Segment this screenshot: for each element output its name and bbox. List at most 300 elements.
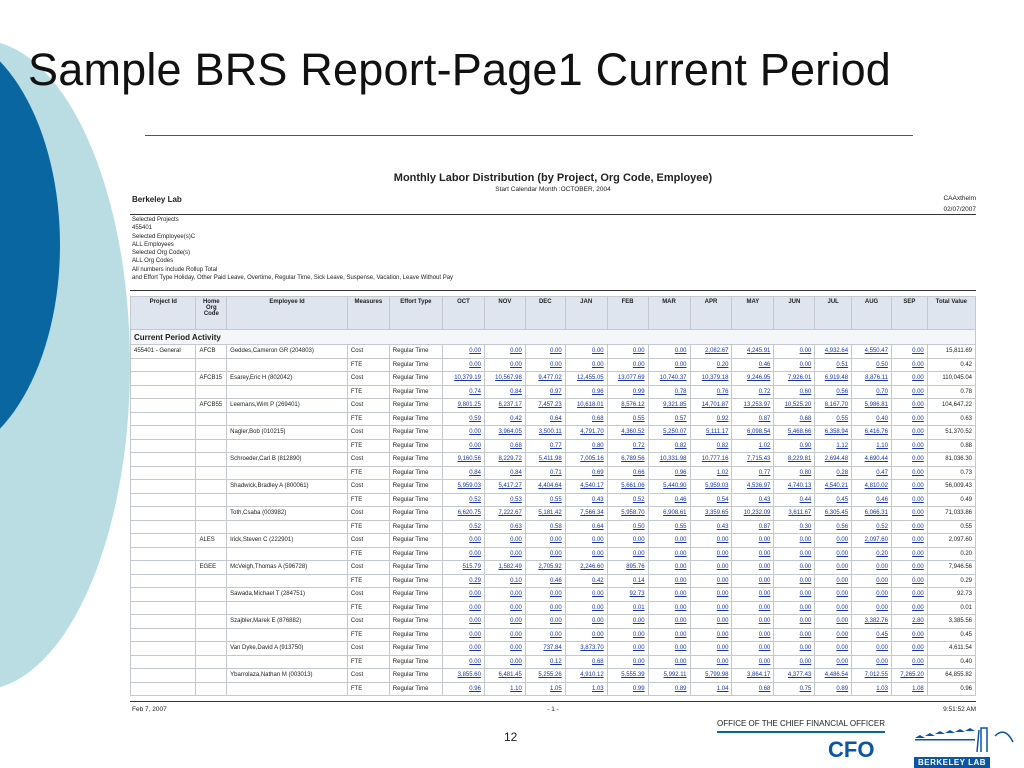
month-value-cell[interactable]: 5,411.98 xyxy=(525,453,565,467)
month-value-cell[interactable]: 0.00 xyxy=(484,628,525,642)
month-value-cell[interactable]: 2,694.48 xyxy=(815,453,852,467)
month-value-cell[interactable]: 0.50 xyxy=(852,358,892,372)
month-value-cell[interactable]: 0.43 xyxy=(732,493,774,507)
month-value-cell[interactable]: 0.00 xyxy=(525,601,565,615)
month-value-cell[interactable]: 14,701.87 xyxy=(690,399,732,413)
month-value-cell[interactable]: 0.72 xyxy=(607,439,648,453)
month-value-cell[interactable]: 12,455.05 xyxy=(565,372,607,386)
month-value-cell[interactable]: 0.00 xyxy=(891,507,927,521)
month-value-cell[interactable]: 1.03 xyxy=(852,682,892,696)
month-value-cell[interactable]: 0.75 xyxy=(774,682,815,696)
month-value-cell[interactable]: 4,536.97 xyxy=(732,480,774,494)
month-value-cell[interactable]: 0.00 xyxy=(774,574,815,588)
month-value-cell[interactable]: 0.00 xyxy=(525,358,565,372)
month-value-cell[interactable]: 0.52 xyxy=(442,493,484,507)
month-value-cell[interactable]: 0.00 xyxy=(774,628,815,642)
month-value-cell[interactable]: 3,611.67 xyxy=(774,507,815,521)
month-value-cell[interactable]: 0.66 xyxy=(607,466,648,480)
month-value-cell[interactable]: 0.68 xyxy=(484,439,525,453)
month-value-cell[interactable]: 9,477.02 xyxy=(525,372,565,386)
month-value-cell[interactable]: 5,959.03 xyxy=(690,480,732,494)
month-value-cell[interactable]: 0.46 xyxy=(648,493,690,507)
month-value-cell[interactable]: 0.92 xyxy=(690,412,732,426)
month-value-cell[interactable]: 0.00 xyxy=(891,601,927,615)
month-value-cell[interactable]: 0.00 xyxy=(607,358,648,372)
month-value-cell[interactable]: 0.00 xyxy=(442,588,484,602)
month-value-cell[interactable]: 4,932.64 xyxy=(815,345,852,359)
month-value-cell[interactable]: 0.00 xyxy=(442,439,484,453)
month-value-cell[interactable]: 9,160.56 xyxy=(442,453,484,467)
month-value-cell[interactable]: 3,500.11 xyxy=(525,426,565,440)
month-value-cell[interactable]: 8,576.12 xyxy=(607,399,648,413)
month-value-cell[interactable]: 0.68 xyxy=(774,412,815,426)
month-value-cell[interactable]: 7,457.23 xyxy=(525,399,565,413)
month-value-cell[interactable]: 0.00 xyxy=(891,561,927,575)
month-value-cell[interactable]: 0.52 xyxy=(442,520,484,534)
month-value-cell[interactable]: 0.84 xyxy=(442,466,484,480)
month-value-cell[interactable]: 515.79 xyxy=(442,561,484,575)
month-value-cell[interactable]: 0.52 xyxy=(607,493,648,507)
month-value-cell[interactable]: 6,305.45 xyxy=(815,507,852,521)
month-value-cell[interactable]: 6,481.45 xyxy=(484,669,525,683)
month-value-cell[interactable]: 0.00 xyxy=(648,628,690,642)
month-value-cell[interactable]: 0.00 xyxy=(442,642,484,656)
month-value-cell[interactable]: 10,379.19 xyxy=(442,372,484,386)
month-value-cell[interactable]: 0.00 xyxy=(565,358,607,372)
month-value-cell[interactable]: 0.00 xyxy=(565,547,607,561)
month-value-cell[interactable]: 0.00 xyxy=(690,561,732,575)
month-value-cell[interactable]: 0.00 xyxy=(648,547,690,561)
month-value-cell[interactable]: 0.00 xyxy=(774,601,815,615)
month-value-cell[interactable]: 0.00 xyxy=(565,601,607,615)
month-value-cell[interactable]: 1.08 xyxy=(891,682,927,696)
month-value-cell[interactable]: 0.99 xyxy=(607,385,648,399)
month-value-cell[interactable]: 0.00 xyxy=(815,561,852,575)
month-value-cell[interactable]: 0.28 xyxy=(815,466,852,480)
month-value-cell[interactable]: 0.00 xyxy=(648,345,690,359)
month-value-cell[interactable]: 1.02 xyxy=(732,439,774,453)
month-value-cell[interactable]: 6,416.76 xyxy=(852,426,892,440)
month-value-cell[interactable]: 0.00 xyxy=(852,561,892,575)
month-value-cell[interactable]: 0.74 xyxy=(442,385,484,399)
month-value-cell[interactable]: 13,253.97 xyxy=(732,399,774,413)
month-value-cell[interactable]: 4,486.54 xyxy=(815,669,852,683)
month-value-cell[interactable]: 0.97 xyxy=(525,385,565,399)
month-value-cell[interactable]: 0.90 xyxy=(774,439,815,453)
month-value-cell[interactable]: 8,167.70 xyxy=(815,399,852,413)
month-value-cell[interactable]: 0.68 xyxy=(565,655,607,669)
month-value-cell[interactable]: 0.00 xyxy=(607,628,648,642)
month-value-cell[interactable]: 0.00 xyxy=(690,534,732,548)
month-value-cell[interactable]: 0.00 xyxy=(484,615,525,629)
month-value-cell[interactable]: 7,005.16 xyxy=(565,453,607,467)
month-value-cell[interactable]: 0.00 xyxy=(815,547,852,561)
month-value-cell[interactable]: 0.00 xyxy=(648,358,690,372)
month-value-cell[interactable]: 10,525.20 xyxy=(774,399,815,413)
month-value-cell[interactable]: 5,959.03 xyxy=(442,480,484,494)
month-value-cell[interactable]: 9,321.85 xyxy=(648,399,690,413)
month-value-cell[interactable]: 5,417.27 xyxy=(484,480,525,494)
month-value-cell[interactable]: 0.64 xyxy=(565,520,607,534)
month-value-cell[interactable]: 1.10 xyxy=(484,682,525,696)
month-value-cell[interactable]: 0.00 xyxy=(891,466,927,480)
month-value-cell[interactable]: 0.00 xyxy=(484,655,525,669)
month-value-cell[interactable]: 6,066.31 xyxy=(852,507,892,521)
month-value-cell[interactable]: 0.00 xyxy=(525,588,565,602)
month-value-cell[interactable]: 0.00 xyxy=(774,655,815,669)
month-value-cell[interactable]: 0.00 xyxy=(815,588,852,602)
month-value-cell[interactable]: 0.60 xyxy=(774,385,815,399)
month-value-cell[interactable]: 6,908.61 xyxy=(648,507,690,521)
month-value-cell[interactable]: 0.71 xyxy=(525,466,565,480)
month-value-cell[interactable]: 1.05 xyxy=(525,682,565,696)
month-value-cell[interactable]: 0.00 xyxy=(690,642,732,656)
month-value-cell[interactable]: 0.00 xyxy=(648,615,690,629)
month-value-cell[interactable]: 0.43 xyxy=(565,493,607,507)
month-value-cell[interactable]: 0.00 xyxy=(442,547,484,561)
month-value-cell[interactable]: 0.00 xyxy=(565,534,607,548)
month-value-cell[interactable]: 0.00 xyxy=(732,615,774,629)
month-value-cell[interactable]: 5,555.39 xyxy=(607,669,648,683)
month-value-cell[interactable]: 4,540.17 xyxy=(565,480,607,494)
month-value-cell[interactable]: 7,265.20 xyxy=(891,669,927,683)
month-value-cell[interactable]: 0.77 xyxy=(732,466,774,480)
month-value-cell[interactable]: 0.00 xyxy=(484,358,525,372)
month-value-cell[interactable]: 0.84 xyxy=(484,466,525,480)
month-value-cell[interactable]: 0.00 xyxy=(815,601,852,615)
month-value-cell[interactable]: 0.00 xyxy=(607,547,648,561)
month-value-cell[interactable]: 0.44 xyxy=(774,493,815,507)
month-value-cell[interactable]: 0.68 xyxy=(565,412,607,426)
month-value-cell[interactable]: 4,791.70 xyxy=(565,426,607,440)
month-value-cell[interactable]: 5,992.11 xyxy=(648,669,690,683)
month-value-cell[interactable]: 0.00 xyxy=(442,628,484,642)
month-value-cell[interactable]: 10,331.98 xyxy=(648,453,690,467)
month-value-cell[interactable]: 0.00 xyxy=(648,655,690,669)
month-value-cell[interactable]: 0.00 xyxy=(732,655,774,669)
month-value-cell[interactable]: 0.00 xyxy=(648,534,690,548)
month-value-cell[interactable]: 5,799.98 xyxy=(690,669,732,683)
month-value-cell[interactable]: 0.00 xyxy=(852,655,892,669)
month-value-cell[interactable]: 0.00 xyxy=(774,615,815,629)
month-value-cell[interactable]: 6,620.75 xyxy=(442,507,484,521)
month-value-cell[interactable]: 0.00 xyxy=(525,628,565,642)
month-value-cell[interactable]: 0.82 xyxy=(648,439,690,453)
month-value-cell[interactable]: 9,801.25 xyxy=(442,399,484,413)
month-value-cell[interactable]: 0.63 xyxy=(484,520,525,534)
month-value-cell[interactable]: 5,468.66 xyxy=(774,426,815,440)
month-value-cell[interactable]: 0.40 xyxy=(852,412,892,426)
month-value-cell[interactable]: 0.00 xyxy=(852,574,892,588)
month-value-cell[interactable]: 0.00 xyxy=(732,628,774,642)
month-value-cell[interactable]: 1.03 xyxy=(565,682,607,696)
month-value-cell[interactable]: 8,229.81 xyxy=(774,453,815,467)
month-value-cell[interactable]: 4,550.47 xyxy=(852,345,892,359)
month-value-cell[interactable]: 0.00 xyxy=(690,628,732,642)
month-value-cell[interactable]: 10,740.37 xyxy=(648,372,690,386)
month-value-cell[interactable]: 0.59 xyxy=(442,412,484,426)
month-value-cell[interactable]: 0.82 xyxy=(690,439,732,453)
month-value-cell[interactable]: 0.00 xyxy=(525,345,565,359)
month-value-cell[interactable]: 5,111.17 xyxy=(690,426,732,440)
month-value-cell[interactable]: 10,618.01 xyxy=(565,399,607,413)
month-value-cell[interactable]: 0.00 xyxy=(484,588,525,602)
month-value-cell[interactable]: 0.89 xyxy=(648,682,690,696)
month-value-cell[interactable]: 7,715.43 xyxy=(732,453,774,467)
month-value-cell[interactable]: 0.46 xyxy=(525,574,565,588)
month-value-cell[interactable]: 0.84 xyxy=(484,385,525,399)
month-value-cell[interactable]: 0.00 xyxy=(891,412,927,426)
month-value-cell[interactable]: 0.14 xyxy=(607,574,648,588)
month-value-cell[interactable]: 7,012.55 xyxy=(852,669,892,683)
month-value-cell[interactable]: 0.00 xyxy=(891,453,927,467)
month-value-cell[interactable]: 0.20 xyxy=(852,547,892,561)
month-value-cell[interactable]: 5,986.81 xyxy=(852,399,892,413)
month-value-cell[interactable]: 7,222.67 xyxy=(484,507,525,521)
month-value-cell[interactable]: 0.52 xyxy=(852,520,892,534)
month-value-cell[interactable]: 0.00 xyxy=(690,615,732,629)
month-value-cell[interactable]: 6,919.48 xyxy=(815,372,852,386)
month-value-cell[interactable]: 0.00 xyxy=(442,358,484,372)
month-value-cell[interactable]: 4,810.02 xyxy=(852,480,892,494)
month-value-cell[interactable]: 0.00 xyxy=(774,547,815,561)
month-value-cell[interactable]: 4,245.91 xyxy=(732,345,774,359)
month-value-cell[interactable]: 0.45 xyxy=(815,493,852,507)
month-value-cell[interactable]: 0.00 xyxy=(774,345,815,359)
month-value-cell[interactable]: 8,876.11 xyxy=(852,372,892,386)
month-value-cell[interactable]: 2,082.67 xyxy=(690,345,732,359)
month-value-cell[interactable]: 0.00 xyxy=(565,628,607,642)
month-value-cell[interactable]: 0.64 xyxy=(525,412,565,426)
month-value-cell[interactable]: 5,250.07 xyxy=(648,426,690,440)
month-value-cell[interactable]: 0.00 xyxy=(852,642,892,656)
month-value-cell[interactable]: 0.00 xyxy=(891,642,927,656)
month-value-cell[interactable]: 10,232.09 xyxy=(732,507,774,521)
month-value-cell[interactable]: 0.00 xyxy=(891,493,927,507)
month-value-cell[interactable]: 0.80 xyxy=(774,466,815,480)
month-value-cell[interactable]: 0.00 xyxy=(774,358,815,372)
month-value-cell[interactable]: 0.58 xyxy=(525,520,565,534)
month-value-cell[interactable]: 4,740.13 xyxy=(774,480,815,494)
month-value-cell[interactable]: 0.78 xyxy=(648,385,690,399)
month-value-cell[interactable]: 0.89 xyxy=(815,682,852,696)
month-value-cell[interactable]: 4,690.44 xyxy=(852,453,892,467)
month-value-cell[interactable]: 0.00 xyxy=(484,547,525,561)
month-value-cell[interactable]: 0.00 xyxy=(442,345,484,359)
month-value-cell[interactable]: 0.00 xyxy=(891,574,927,588)
month-value-cell[interactable]: 0.00 xyxy=(442,601,484,615)
month-value-cell[interactable]: 0.68 xyxy=(732,682,774,696)
month-value-cell[interactable]: 4,360.52 xyxy=(607,426,648,440)
month-value-cell[interactable]: 5,440.90 xyxy=(648,480,690,494)
month-value-cell[interactable]: 0.45 xyxy=(852,628,892,642)
month-value-cell[interactable]: 0.20 xyxy=(690,358,732,372)
month-value-cell[interactable]: 0.00 xyxy=(442,615,484,629)
month-value-cell[interactable]: 0.00 xyxy=(565,615,607,629)
month-value-cell[interactable]: 0.70 xyxy=(852,385,892,399)
month-value-cell[interactable]: 0.00 xyxy=(891,534,927,548)
month-value-cell[interactable]: 0.56 xyxy=(815,520,852,534)
month-value-cell[interactable]: 0.00 xyxy=(648,601,690,615)
month-value-cell[interactable]: 0.30 xyxy=(774,520,815,534)
month-value-cell[interactable]: 4,540.21 xyxy=(815,480,852,494)
month-value-cell[interactable]: 0.96 xyxy=(442,682,484,696)
month-value-cell[interactable]: 0.55 xyxy=(525,493,565,507)
month-value-cell[interactable]: 7,926.01 xyxy=(774,372,815,386)
month-value-cell[interactable]: 0.00 xyxy=(774,561,815,575)
month-value-cell[interactable]: 1.04 xyxy=(690,682,732,696)
month-value-cell[interactable]: 1.10 xyxy=(852,439,892,453)
month-value-cell[interactable]: 0.10 xyxy=(484,574,525,588)
month-value-cell[interactable]: 0.00 xyxy=(690,655,732,669)
month-value-cell[interactable]: 6,237.17 xyxy=(484,399,525,413)
month-value-cell[interactable]: 7,566.34 xyxy=(565,507,607,521)
month-value-cell[interactable]: 0.00 xyxy=(607,615,648,629)
month-value-cell[interactable]: 0.00 xyxy=(732,642,774,656)
month-value-cell[interactable]: 3,855.60 xyxy=(442,669,484,683)
month-value-cell[interactable]: 10,567.98 xyxy=(484,372,525,386)
month-value-cell[interactable]: 0.00 xyxy=(815,628,852,642)
month-value-cell[interactable]: 0.51 xyxy=(815,358,852,372)
month-value-cell[interactable]: 0.00 xyxy=(891,439,927,453)
month-value-cell[interactable]: 8,229.72 xyxy=(484,453,525,467)
month-value-cell[interactable]: 0.00 xyxy=(891,345,927,359)
month-value-cell[interactable]: 2,246.60 xyxy=(565,561,607,575)
month-value-cell[interactable]: 0.00 xyxy=(852,601,892,615)
month-value-cell[interactable]: 6,358.94 xyxy=(815,426,852,440)
month-value-cell[interactable]: 0.00 xyxy=(732,547,774,561)
month-value-cell[interactable]: 0.96 xyxy=(565,385,607,399)
month-value-cell[interactable]: 0.54 xyxy=(690,493,732,507)
month-value-cell[interactable]: 2,097.60 xyxy=(852,534,892,548)
month-value-cell[interactable]: 0.12 xyxy=(525,655,565,669)
month-value-cell[interactable]: 0.42 xyxy=(484,412,525,426)
month-value-cell[interactable]: 0.00 xyxy=(891,480,927,494)
month-value-cell[interactable]: 1,582.49 xyxy=(484,561,525,575)
month-value-cell[interactable]: 13,077.69 xyxy=(607,372,648,386)
month-value-cell[interactable]: 0.56 xyxy=(815,385,852,399)
month-value-cell[interactable]: 4,377.43 xyxy=(774,669,815,683)
month-value-cell[interactable]: 0.00 xyxy=(891,372,927,386)
month-value-cell[interactable]: 0.00 xyxy=(732,574,774,588)
month-value-cell[interactable]: 0.01 xyxy=(607,601,648,615)
month-value-cell[interactable]: 1.02 xyxy=(690,466,732,480)
month-value-cell[interactable]: 0.00 xyxy=(525,615,565,629)
month-value-cell[interactable]: 0.00 xyxy=(815,574,852,588)
month-value-cell[interactable]: 0.00 xyxy=(891,426,927,440)
month-value-cell[interactable]: 0.42 xyxy=(565,574,607,588)
month-value-cell[interactable]: 0.00 xyxy=(607,655,648,669)
month-value-cell[interactable]: 2.80 xyxy=(891,615,927,629)
month-value-cell[interactable]: 3,382.76 xyxy=(852,615,892,629)
month-value-cell[interactable]: 0.00 xyxy=(891,588,927,602)
month-value-cell[interactable]: 0.87 xyxy=(732,520,774,534)
month-value-cell[interactable]: 0.00 xyxy=(774,642,815,656)
month-value-cell[interactable]: 0.72 xyxy=(732,385,774,399)
month-value-cell[interactable]: 0.00 xyxy=(442,534,484,548)
month-value-cell[interactable]: 0.00 xyxy=(690,588,732,602)
month-value-cell[interactable]: 0.29 xyxy=(442,574,484,588)
month-value-cell[interactable]: 0.46 xyxy=(852,493,892,507)
month-value-cell[interactable]: 0.00 xyxy=(484,534,525,548)
month-value-cell[interactable]: 0.00 xyxy=(525,547,565,561)
month-value-cell[interactable]: 2,705.92 xyxy=(525,561,565,575)
month-value-cell[interactable]: 92.73 xyxy=(607,588,648,602)
month-value-cell[interactable]: 0.00 xyxy=(648,561,690,575)
month-value-cell[interactable]: 3,359.65 xyxy=(690,507,732,521)
month-value-cell[interactable]: 6,789.56 xyxy=(607,453,648,467)
month-value-cell[interactable]: 3,873.70 xyxy=(565,642,607,656)
month-value-cell[interactable]: 0.00 xyxy=(607,642,648,656)
month-value-cell[interactable]: 0.77 xyxy=(525,439,565,453)
month-value-cell[interactable]: 0.76 xyxy=(690,385,732,399)
month-value-cell[interactable]: 0.96 xyxy=(648,466,690,480)
month-value-cell[interactable]: 3,964.05 xyxy=(484,426,525,440)
month-value-cell[interactable]: 0.00 xyxy=(732,561,774,575)
month-value-cell[interactable]: 0.00 xyxy=(607,345,648,359)
month-value-cell[interactable]: 5,255.26 xyxy=(525,669,565,683)
month-value-cell[interactable]: 0.00 xyxy=(891,385,927,399)
month-value-cell[interactable]: 0.43 xyxy=(690,520,732,534)
month-value-cell[interactable]: 0.00 xyxy=(442,655,484,669)
month-value-cell[interactable]: 0.00 xyxy=(891,547,927,561)
month-value-cell[interactable]: 10,379.18 xyxy=(690,372,732,386)
month-value-cell[interactable]: 0.87 xyxy=(732,412,774,426)
month-value-cell[interactable]: 9,246.95 xyxy=(732,372,774,386)
month-value-cell[interactable]: 1.12 xyxy=(815,439,852,453)
month-value-cell[interactable]: 0.50 xyxy=(607,520,648,534)
month-value-cell[interactable]: 6,098.54 xyxy=(732,426,774,440)
month-value-cell[interactable]: 0.00 xyxy=(484,642,525,656)
month-value-cell[interactable]: 0.00 xyxy=(690,574,732,588)
month-value-cell[interactable]: 737.84 xyxy=(525,642,565,656)
month-value-cell[interactable]: 0.00 xyxy=(484,345,525,359)
month-value-cell[interactable]: 0.00 xyxy=(891,520,927,534)
month-value-cell[interactable]: 0.00 xyxy=(815,615,852,629)
month-value-cell[interactable]: 0.69 xyxy=(565,466,607,480)
month-value-cell[interactable]: 0.00 xyxy=(891,628,927,642)
month-value-cell[interactable]: 0.00 xyxy=(607,534,648,548)
month-value-cell[interactable]: 0.00 xyxy=(690,547,732,561)
month-value-cell[interactable]: 0.00 xyxy=(648,588,690,602)
month-value-cell[interactable]: 0.00 xyxy=(565,345,607,359)
month-value-cell[interactable]: 0.00 xyxy=(690,601,732,615)
month-value-cell[interactable]: 5,181.42 xyxy=(525,507,565,521)
month-value-cell[interactable]: 0.00 xyxy=(815,642,852,656)
month-value-cell[interactable]: 0.00 xyxy=(648,642,690,656)
month-value-cell[interactable]: 5,958.70 xyxy=(607,507,648,521)
month-value-cell[interactable]: 0.99 xyxy=(607,682,648,696)
month-value-cell[interactable]: 0.00 xyxy=(891,655,927,669)
month-value-cell[interactable]: 3,864.17 xyxy=(732,669,774,683)
month-value-cell[interactable]: 0.00 xyxy=(815,655,852,669)
month-value-cell[interactable]: 0.00 xyxy=(565,588,607,602)
month-value-cell[interactable]: 0.00 xyxy=(732,601,774,615)
month-value-cell[interactable]: 0.57 xyxy=(648,412,690,426)
month-value-cell[interactable]: 0.80 xyxy=(565,439,607,453)
month-value-cell[interactable]: 0.00 xyxy=(891,399,927,413)
month-value-cell[interactable]: 0.47 xyxy=(852,466,892,480)
month-value-cell[interactable]: 895.76 xyxy=(607,561,648,575)
month-value-cell[interactable]: 0.00 xyxy=(815,534,852,548)
month-value-cell[interactable]: 0.00 xyxy=(732,588,774,602)
month-value-cell[interactable]: 0.00 xyxy=(891,358,927,372)
month-value-cell[interactable]: 5,661.06 xyxy=(607,480,648,494)
month-value-cell[interactable]: 0.55 xyxy=(815,412,852,426)
month-value-cell[interactable]: 10,777.16 xyxy=(690,453,732,467)
month-value-cell[interactable]: 0.00 xyxy=(484,601,525,615)
month-value-cell[interactable]: 0.00 xyxy=(774,588,815,602)
